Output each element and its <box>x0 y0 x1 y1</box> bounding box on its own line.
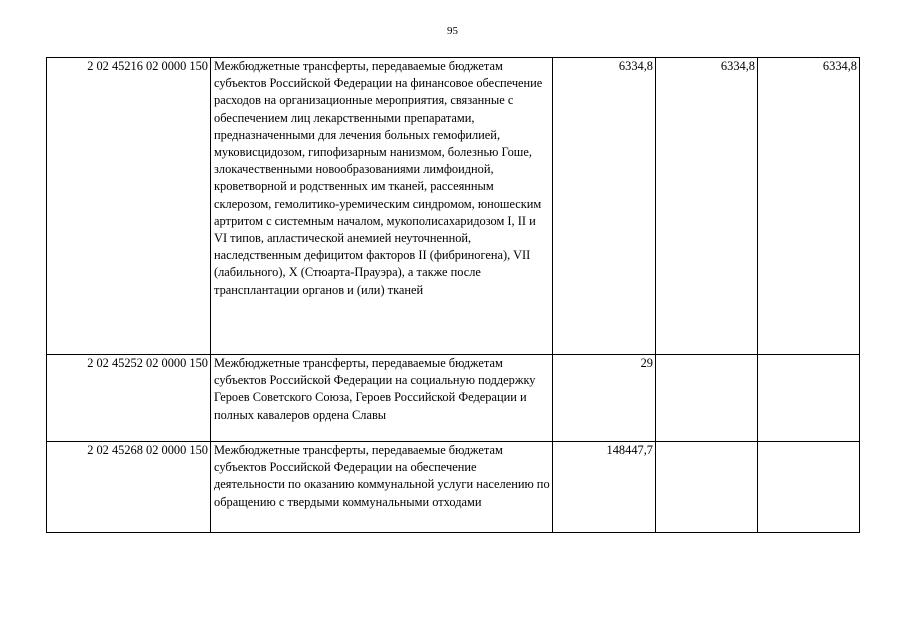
amount-year3-cell <box>758 355 860 442</box>
amount-year2-cell <box>656 355 758 442</box>
budget-code-cell: 2 02 45252 02 0000 150 <box>47 355 211 442</box>
budget-table <box>46 57 860 533</box>
description-cell: Межбюджетные трансферты, передаваемые бюджетам субъектов Российской Федерации на социальную поддержку Героев Советского Союза, Героев Российской Федерации и полных кавалеров ордена Славы <box>211 355 553 442</box>
table-row <box>47 58 860 355</box>
amount-year3-cell: 6334,8 <box>758 58 860 355</box>
description-cell: Межбюджетные трансферты, передаваемые бюджетам субъектов Российской Федерации на финансовое обеспечение расходов на организационные мероприятия, связанные с обеспечением лиц лекарственными препаратами, предназначенными для лечения больных гемофилией, муковисцидозом, гипофизарным нанизмом, болезнью Гоше, злокачественными новообразованиями лимфоидной, кроветворной и родственных им тканей, рассеянным склерозом, гемолитико-уремическим синдромом, юношеским артритом с системным началом, мукополисахаридозом I, II и VI типов, апластической анемией неуточненной, наследственным дефицитом факторов II (фибриногена), VII (лабильного), X (Стюарта-Прауэра), а также после трансплантации органов и (или) тканей <box>211 58 553 355</box>
budget-code-cell: 2 02 45268 02 0000 150 <box>47 442 211 533</box>
amount-year3-cell <box>758 442 860 533</box>
amount-year2-cell <box>656 442 758 533</box>
page-number: 95 <box>447 25 458 37</box>
amount-year1-cell: 29 <box>553 355 656 442</box>
budget-code-cell: 2 02 45216 02 0000 150 <box>47 58 211 355</box>
description-cell: Межбюджетные трансферты, передаваемые бюджетам субъектов Российской Федерации на обеспечение деятельности по оказанию коммунальной услуги населению по обращению с твердыми коммунальными отходами <box>211 442 553 533</box>
amount-year2-cell: 6334,8 <box>656 58 758 355</box>
table-row <box>47 355 860 442</box>
table-row <box>47 442 860 533</box>
amount-year1-cell: 6334,8 <box>553 58 656 355</box>
amount-year1-cell: 148447,7 <box>553 442 656 533</box>
